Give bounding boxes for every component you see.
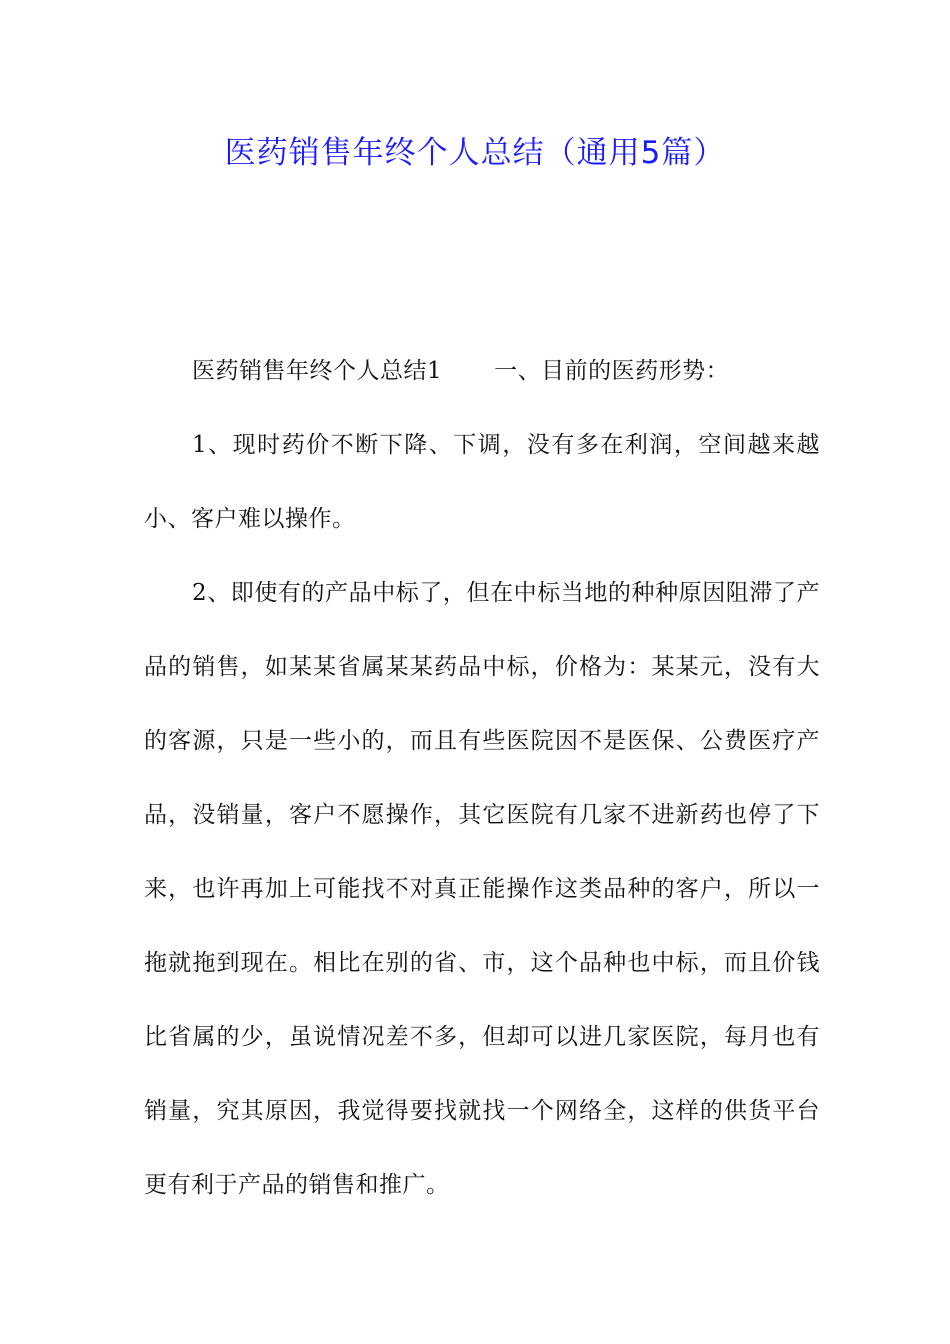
subheading: 一、目前的医药形势： [494, 358, 730, 384]
document-title: 医药销售年终个人总结（通用5篇） [224, 135, 726, 171]
section-heading-line [144, 334, 820, 408]
document-body [144, 334, 820, 1222]
section-heading: 医药销售年终个人总结1 [192, 358, 443, 384]
paragraph-1: 1、现时药价不断下降、下调，没有多在利润，空间越来越小、客户难以操作。 [144, 432, 820, 532]
paragraph-2: 2、即使有的产品中标了，但在中标当地的种种原因阻滞了产品的销售，如某某省属某某药品中标，价格为：某某元，没有大的客源，只是一些小的，而且有些医院因不是医保、公费医疗产品，没销量，客户不愿操作，其它医院有几家不进新药也停了下来，也许再加上可能找不对真正能操作这类品种的客户，所以一拖就拖到现在。相比在别的省、市，这个品种也中标，而且价钱比省属的少，虽说情况差不多，但却可以进几家医院，每月也有销量，究其原因，我觉得要找就找一个网络全，这样的供货平台更有利于产品的销售和推广。 [144, 580, 820, 1198]
